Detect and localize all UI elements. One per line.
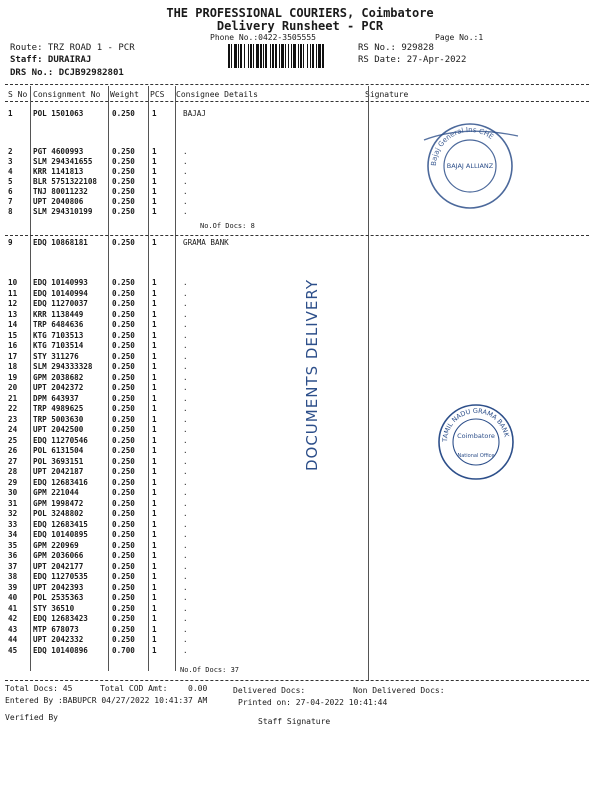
row-consignment-no: TRP 4989625 — [33, 404, 84, 413]
row-weight: 0.250 — [112, 351, 135, 361]
row-consignment-no: EDQ 10868181 — [33, 238, 88, 247]
row-weight: 0.250 — [112, 425, 135, 434]
row-weight: 0.250 — [112, 530, 135, 539]
row-pcs: 1 — [152, 572, 157, 581]
row-consignment-no: EDQ 10140994 — [33, 288, 88, 298]
phone-number: Phone No.:0422-3505555 — [210, 33, 316, 42]
row-sno: 6 — [8, 187, 13, 196]
table-row — [0, 352, 600, 362]
table-row — [0, 320, 600, 330]
row-consignee: . — [183, 635, 188, 644]
row-pcs: 1 — [152, 435, 157, 445]
row-sno: 11 — [8, 288, 18, 298]
row-sno: 14 — [8, 320, 18, 329]
table-row — [0, 541, 600, 551]
row-consignment-no: KRR 1141813 — [33, 167, 84, 176]
row-consignment-no: STY 311276 — [33, 351, 79, 361]
row-consignee: . — [183, 624, 188, 634]
consignee-name — [0, 238, 600, 248]
row-consignment-no: UPT 2042187 — [33, 467, 84, 476]
row-consignee: . — [183, 147, 188, 156]
row-weight: 0.250 — [112, 197, 135, 206]
row-consignee: . — [183, 477, 188, 487]
row-consignee: . — [183, 498, 188, 508]
staff-signature: Staff Signature — [258, 717, 331, 726]
table-row — [0, 488, 600, 498]
row-pcs: 1 — [152, 288, 157, 298]
rs-date: RS Date: 27-Apr-2022 — [358, 55, 467, 65]
table-row — [0, 499, 600, 509]
verified-by: Verified By — [5, 713, 58, 722]
row-consignee: . — [183, 299, 188, 308]
row-weight: 0.250 — [112, 320, 135, 329]
row-sno: 29 — [8, 477, 18, 487]
row-pcs: 1 — [152, 561, 157, 571]
row-sno: 16 — [8, 341, 18, 350]
row-weight: 0.700 — [112, 645, 135, 655]
col-weight: Weight — [110, 90, 139, 99]
row-consignee: . — [183, 530, 188, 539]
row-consignment-no: EDQ 11270535 — [33, 572, 88, 581]
col-sno: S No — [8, 90, 28, 99]
row-sno: 32 — [8, 509, 18, 518]
row-pcs: 1 — [152, 519, 157, 529]
row-pcs: 1 — [152, 330, 157, 340]
row-consignee: . — [183, 467, 188, 476]
table-row — [0, 341, 600, 351]
bajaj-stamp-ring-text: Bajaj General Ins CHE — [429, 125, 495, 167]
row-consignee: . — [183, 351, 188, 361]
row-pcs: 1 — [152, 425, 157, 434]
report-subtitle: Delivery Runsheet - PCR — [216, 19, 384, 33]
row-weight: 0.250 — [112, 330, 135, 340]
row-sno: 31 — [8, 498, 18, 508]
row-consignee: . — [183, 372, 188, 382]
row-consignment-no: TRP 5003630 — [33, 414, 84, 424]
row-consignee: . — [183, 320, 188, 329]
row-weight: 0.250 — [112, 167, 135, 176]
row-sno: 1 — [8, 109, 13, 118]
col-consignee: Consignee Details — [176, 90, 258, 99]
row-weight: 0.250 — [112, 238, 135, 247]
row-weight: 0.250 — [112, 157, 135, 166]
report-title: THE PROFESSIONAL COURIERS, Coimbatore — [166, 6, 434, 20]
row-sno: 2 — [8, 147, 13, 156]
row-sno: 44 — [8, 635, 18, 644]
row-consignment-no: GPM 2036066 — [33, 551, 84, 560]
row-consignment-no: SLM 294310199 — [33, 207, 93, 216]
row-weight: 0.250 — [112, 572, 135, 581]
row-consignee: . — [183, 330, 188, 340]
row-weight: 0.250 — [112, 147, 135, 156]
total-cod-label: Total COD Amt: — [100, 684, 168, 693]
row-consignee: . — [183, 404, 188, 413]
table-row — [0, 614, 600, 624]
row-sno: 26 — [8, 446, 18, 455]
row-pcs: 1 — [152, 207, 157, 216]
row-weight: 0.250 — [112, 498, 135, 508]
table-row — [0, 551, 600, 561]
col-signature: Signature — [365, 90, 409, 99]
row-weight: 0.250 — [112, 278, 135, 287]
header-rule-bottom — [5, 101, 589, 102]
documents-delivery-watermark: DOCUMENTS DELIVERY — [303, 278, 321, 472]
row-weight: 0.250 — [112, 299, 135, 308]
consignee-name-text: BAJAJ — [183, 109, 206, 118]
row-sno: 40 — [8, 593, 18, 602]
row-consignment-no: POL 3693151 — [33, 456, 84, 466]
row-weight: 0.250 — [112, 341, 135, 350]
table-row — [0, 604, 600, 614]
consignee-name-text: GRAMA BANK — [183, 238, 229, 247]
col-consignment: Consignment No — [33, 90, 101, 99]
row-consignee: . — [183, 197, 188, 206]
row-weight: 0.250 — [112, 488, 135, 497]
row-pcs: 1 — [152, 593, 157, 602]
row-weight: 0.250 — [112, 309, 135, 319]
row-weight: 0.250 — [112, 603, 135, 613]
row-consignment-no: EDQ 10140895 — [33, 530, 88, 539]
bajaj-stamp-center: BAJAJ ALLIANZ — [446, 162, 494, 170]
row-pcs: 1 — [152, 351, 157, 361]
row-sno: 24 — [8, 425, 18, 434]
row-consignee: . — [183, 362, 188, 371]
row-weight: 0.250 — [112, 467, 135, 476]
row-sno: 38 — [8, 572, 18, 581]
row-sno: 34 — [8, 530, 18, 539]
row-pcs: 1 — [152, 477, 157, 487]
table-row — [0, 331, 600, 341]
group1-doc-count: No.Of Docs: 8 — [200, 222, 255, 230]
table-row — [0, 625, 600, 635]
row-sno: 36 — [8, 551, 18, 560]
row-consignee: . — [183, 509, 188, 518]
row-consignment-no: UPT 2042372 — [33, 383, 84, 392]
row-weight: 0.250 — [112, 383, 135, 392]
table-row — [0, 646, 600, 656]
table-row — [0, 593, 600, 603]
row-sno: 25 — [8, 435, 18, 445]
row-pcs: 1 — [152, 362, 157, 371]
row-sno: 23 — [8, 414, 18, 424]
row-consignment-no: EDQ 10140896 — [33, 645, 88, 655]
table-row — [0, 289, 600, 299]
table-row — [0, 583, 600, 593]
row-consignment-no: GPM 2038682 — [33, 372, 84, 382]
row-pcs: 1 — [152, 540, 157, 550]
group2-doc-count: No.Of Docs: 37 — [180, 666, 240, 674]
table-row — [0, 572, 600, 582]
table-row — [0, 373, 600, 383]
row-sno: 12 — [8, 299, 18, 308]
row-pcs: 1 — [152, 197, 157, 206]
total-cod-value: 0.00 — [188, 684, 208, 693]
row-sno: 35 — [8, 540, 18, 550]
row-consignee: . — [183, 519, 188, 529]
row-consignment-no: POL 2535363 — [33, 593, 84, 602]
row-pcs: 1 — [152, 488, 157, 497]
row-consignee: . — [183, 456, 188, 466]
row-weight: 0.250 — [112, 456, 135, 466]
row-weight: 0.250 — [112, 519, 135, 529]
barcode — [228, 44, 366, 68]
row-consignment-no: KTG 7103513 — [33, 330, 84, 340]
row-consignment-no: GPM 221044 — [33, 488, 79, 497]
row-consignment-no: EDQ 12683416 — [33, 477, 88, 487]
bank-stamp-ring-text: TAMIL NADU GRAMA BANK — [440, 406, 511, 443]
row-sno: 17 — [8, 351, 18, 361]
row-consignee: . — [183, 425, 188, 434]
non-delivered-docs-label: Non Delivered Docs: — [353, 686, 445, 695]
row-consignment-no: UPT 2042332 — [33, 635, 84, 644]
table-row — [0, 509, 600, 519]
row-pcs: 1 — [152, 309, 157, 319]
row-pcs: 1 — [152, 446, 157, 455]
row-sno: 42 — [8, 614, 18, 623]
row-consignee: . — [183, 540, 188, 550]
row-consignee: . — [183, 383, 188, 392]
row-weight: 0.250 — [112, 551, 135, 560]
entered-by: Entered By :BABUPCR 04/27/2022 10:41:37 AM — [5, 696, 208, 705]
svg-text:Bajaj General Ins CHE — [430, 126, 495, 166]
row-weight: 0.250 — [112, 540, 135, 550]
staff-label: Staff: DURAIRAJ — [10, 55, 92, 65]
header-rule-top — [5, 84, 589, 85]
row-consignment-no: STY 36510 — [33, 603, 75, 613]
route-label: Route: TRZ ROAD 1 - PCR — [10, 43, 135, 53]
row-pcs: 1 — [152, 299, 157, 308]
row-consignment-no: BLR 5751322108 — [33, 177, 98, 186]
row-consignee: . — [183, 278, 188, 287]
row-pcs: 1 — [152, 509, 157, 518]
row-weight: 0.250 — [112, 509, 135, 518]
bank-stamp-center: Coimbatore — [457, 432, 495, 440]
row-pcs: 1 — [152, 645, 157, 655]
printed-on: Printed on: 27-04-2022 10:41:44 — [238, 698, 388, 707]
row-pcs: 1 — [152, 456, 157, 466]
row-pcs: 1 — [152, 147, 157, 156]
row-sno: 30 — [8, 488, 18, 497]
delivered-docs-label: Delivered Docs: — [233, 686, 306, 695]
row-consignee: . — [183, 207, 188, 216]
row-consignee: . — [183, 167, 188, 176]
row-sno: 18 — [8, 362, 18, 371]
row-sno: 28 — [8, 467, 18, 476]
table-row — [0, 383, 600, 393]
row-pcs: 1 — [152, 187, 157, 196]
table-row — [0, 635, 600, 645]
row-consignee: . — [183, 645, 188, 655]
row-sno: 21 — [8, 393, 18, 403]
row-sno: 37 — [8, 561, 18, 571]
bank-stamp-sub: National Office — [457, 453, 495, 459]
row-consignee: . — [183, 593, 188, 602]
row-pcs: 1 — [152, 372, 157, 382]
row-weight: 0.250 — [112, 446, 135, 455]
row-sno: 8 — [8, 207, 13, 216]
row-pcs: 1 — [152, 157, 157, 166]
row-pcs: 1 — [152, 320, 157, 329]
row-consignee: . — [183, 414, 188, 424]
row-weight: 0.250 — [112, 288, 135, 298]
row-sno: 41 — [8, 603, 18, 613]
row-pcs: 1 — [152, 498, 157, 508]
row-pcs: 1 — [152, 414, 157, 424]
row-consignee: . — [183, 341, 188, 350]
col-pcs: PCS — [150, 90, 165, 99]
row-consignment-no: UPT 2042393 — [33, 582, 84, 592]
row-sno: 10 — [8, 278, 18, 287]
row-weight: 0.250 — [112, 393, 135, 403]
row-consignee: . — [183, 446, 188, 455]
row-consignee: . — [183, 614, 188, 623]
row-weight: 0.250 — [112, 362, 135, 371]
row-pcs: 1 — [152, 614, 157, 623]
row-consignee: . — [183, 177, 188, 186]
page-number: Page No.:1 — [435, 33, 484, 42]
row-consignment-no: TNJ 80011232 — [33, 187, 88, 196]
total-docs: Total Docs: 45 — [5, 684, 73, 693]
row-pcs: 1 — [152, 582, 157, 592]
table-row — [0, 520, 600, 530]
row-weight: 0.250 — [112, 435, 135, 445]
row-sno: 5 — [8, 177, 13, 186]
consignee-name — [0, 109, 600, 119]
row-pcs: 1 — [152, 530, 157, 539]
row-pcs: 1 — [152, 551, 157, 560]
row-consignee: . — [183, 157, 188, 166]
row-pcs: 1 — [152, 177, 157, 186]
row-sno: 15 — [8, 330, 18, 340]
row-consignee: . — [183, 187, 188, 196]
footer-rule — [5, 680, 589, 681]
row-sno: 27 — [8, 456, 18, 466]
row-consignment-no: DPM 643937 — [33, 393, 79, 403]
rs-number: RS No.: 929828 — [358, 43, 434, 53]
row-consignment-no: TRP 6484636 — [33, 320, 84, 329]
row-weight: 0.250 — [112, 414, 135, 424]
row-consignee: . — [183, 551, 188, 560]
row-consignee: . — [183, 572, 188, 581]
row-consignment-no: GPM 1998472 — [33, 498, 84, 508]
table-row — [0, 278, 600, 288]
table-row — [0, 562, 600, 572]
table-row — [0, 362, 600, 372]
row-weight: 0.250 — [112, 404, 135, 413]
table-row — [0, 530, 600, 540]
row-consignment-no: EDQ 10140993 — [33, 278, 88, 287]
row-consignment-no: EDQ 11270037 — [33, 299, 88, 308]
row-sno: 22 — [8, 404, 18, 413]
row-consignment-no: UPT 2042500 — [33, 425, 84, 434]
row-pcs: 1 — [152, 238, 157, 247]
row-pcs: 1 — [152, 624, 157, 634]
row-weight: 0.250 — [112, 207, 135, 216]
bajaj-stamp-icon — [420, 122, 520, 210]
row-consignment-no: EDQ 12683423 — [33, 614, 88, 623]
row-consignment-no: EDQ 12683415 — [33, 519, 88, 529]
row-consignee: . — [183, 488, 188, 497]
row-weight: 0.250 — [112, 477, 135, 487]
row-sno: 33 — [8, 519, 18, 529]
row-pcs: 1 — [152, 278, 157, 287]
row-sno: 4 — [8, 167, 13, 176]
row-sno: 39 — [8, 582, 18, 592]
row-pcs: 1 — [152, 635, 157, 644]
row-consignment-no: UPT 2042177 — [33, 561, 84, 571]
row-weight: 0.250 — [112, 187, 135, 196]
row-consignment-no: SLM 294333328 — [33, 362, 93, 371]
row-consignee: . — [183, 393, 188, 403]
row-pcs: 1 — [152, 467, 157, 476]
row-weight: 0.250 — [112, 624, 135, 634]
table-row — [0, 299, 600, 309]
row-consignee: . — [183, 435, 188, 445]
row-weight: 0.250 — [112, 635, 135, 644]
row-consignee: . — [183, 561, 188, 571]
row-consignment-no: KRR 1138449 — [33, 309, 84, 319]
row-consignment-no: PGT 4600993 — [33, 147, 84, 156]
row-consignment-no: GPM 220969 — [33, 540, 79, 550]
row-sno: 19 — [8, 372, 18, 382]
drs-number: DRS No.: DCJB92982801 — [10, 68, 124, 78]
group-separator — [5, 235, 589, 236]
row-consignment-no: EDQ 11270546 — [33, 435, 88, 445]
row-pcs: 1 — [152, 404, 157, 413]
row-consignment-no: SLM 294341655 — [33, 157, 93, 166]
row-pcs: 1 — [152, 603, 157, 613]
row-weight: 0.250 — [112, 372, 135, 382]
row-weight: 0.250 — [112, 582, 135, 592]
row-sno: 45 — [8, 645, 18, 655]
row-pcs: 1 — [152, 341, 157, 350]
row-sno: 9 — [8, 238, 13, 247]
row-pcs: 1 — [152, 383, 157, 392]
row-pcs: 1 — [152, 109, 157, 118]
row-consignment-no: UPT 2040806 — [33, 197, 84, 206]
row-pcs: 1 — [152, 393, 157, 403]
row-weight: 0.250 — [112, 177, 135, 186]
row-sno: 20 — [8, 383, 18, 392]
bank-stamp-icon — [436, 402, 516, 482]
row-consignment-no: KTG 7103514 — [33, 341, 84, 350]
row-consignee: . — [183, 582, 188, 592]
row-consignment-no: POL 6131504 — [33, 446, 84, 455]
row-consignee: . — [183, 603, 188, 613]
row-weight: 0.250 — [112, 109, 135, 118]
row-weight: 0.250 — [112, 593, 135, 602]
row-consignee: . — [183, 309, 188, 319]
row-weight: 0.250 — [112, 561, 135, 571]
row-sno: 3 — [8, 157, 13, 166]
table-row — [0, 310, 600, 320]
row-consignment-no: POL 3248802 — [33, 509, 84, 518]
row-consignment-no: MTP 678073 — [33, 624, 79, 634]
row-weight: 0.250 — [112, 614, 135, 623]
row-consignment-no: POL 1501063 — [33, 109, 84, 118]
row-consignee: . — [183, 288, 188, 298]
row-sno: 7 — [8, 197, 13, 206]
row-sno: 13 — [8, 309, 18, 319]
row-pcs: 1 — [152, 167, 157, 176]
row-sno: 43 — [8, 624, 18, 634]
